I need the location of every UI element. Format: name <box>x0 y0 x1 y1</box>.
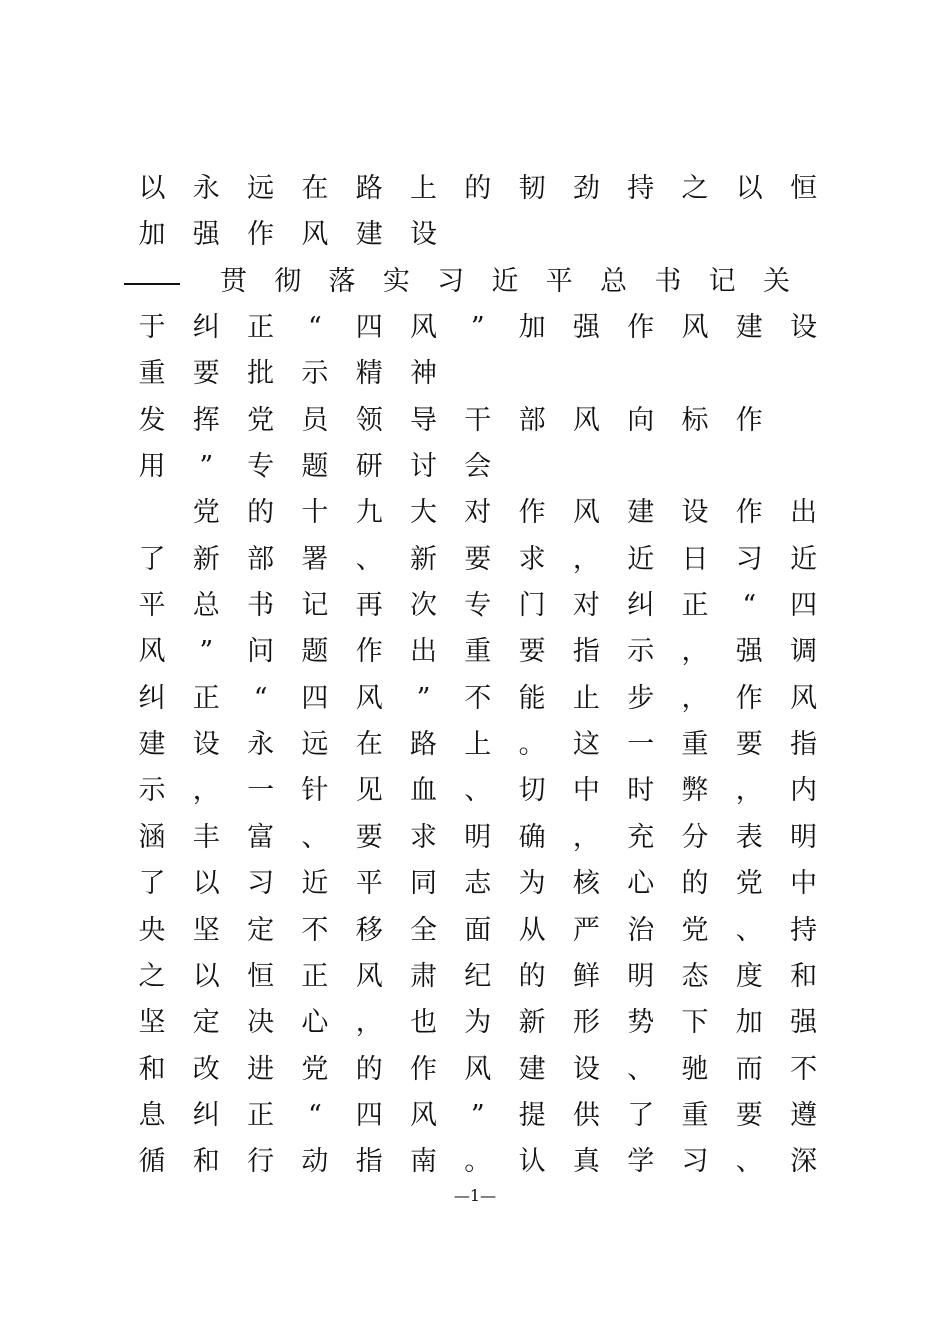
text-character: 问 <box>247 636 275 668</box>
text-character: 正 <box>192 682 220 714</box>
text-character: 风 <box>355 682 383 714</box>
text-character: 专 <box>464 590 492 622</box>
text-character: 会 <box>464 451 492 483</box>
text-character: 新 <box>192 543 220 575</box>
text-character: 分 <box>681 821 709 853</box>
text-character: 研 <box>355 451 383 483</box>
page-number: —1— <box>453 1186 497 1205</box>
text-character: 总 <box>600 265 628 297</box>
text-character: 求 <box>410 821 437 853</box>
text-character: “ <box>253 682 268 714</box>
text-character: 次 <box>410 590 437 622</box>
text-character: 讨 <box>410 451 437 483</box>
text-character: ， <box>681 682 709 714</box>
body-line <box>0 864 950 910</box>
text-character: 不 <box>464 682 492 714</box>
text-character: 纠 <box>192 1099 220 1131</box>
text-character: 落 <box>328 265 356 297</box>
text-character: 设 <box>681 497 709 529</box>
text-character: 肃 <box>410 960 437 992</box>
text-character: 正 <box>247 1099 275 1131</box>
text-character: 要 <box>355 821 383 853</box>
text-character: 表 <box>735 821 763 853</box>
text-character: 纪 <box>464 960 492 992</box>
text-character: 四 <box>355 312 383 344</box>
text-character: 、 <box>735 914 763 946</box>
text-character: 坚 <box>138 1007 166 1039</box>
text-character: 面 <box>464 914 492 946</box>
text-character: 。 <box>518 729 546 761</box>
text-character: 实 <box>382 265 410 297</box>
text-character: 和 <box>790 960 818 992</box>
text-character: ” <box>470 312 485 344</box>
text-character: 正 <box>301 960 329 992</box>
text-character: 在 <box>301 173 329 204</box>
text-character: ， <box>192 775 220 807</box>
text-character: 决 <box>247 1007 275 1039</box>
text-character: 示 <box>138 775 166 807</box>
meeting-title-line <box>0 401 950 447</box>
subtitle-line <box>0 308 950 354</box>
text-character: 坚 <box>192 914 220 946</box>
text-character: 门 <box>518 590 546 622</box>
text-character: 以 <box>138 173 166 204</box>
text-character: 治 <box>627 914 655 946</box>
text-character: 要 <box>192 358 220 390</box>
text-character: 建 <box>735 312 763 344</box>
body-line <box>0 679 950 725</box>
text-character: 之 <box>681 173 709 204</box>
text-character: 的 <box>247 497 275 529</box>
text-character: 对 <box>572 590 600 622</box>
text-character: 志 <box>464 868 492 900</box>
text-character: “ <box>307 1099 322 1131</box>
text-character: 习 <box>437 265 465 297</box>
text-character: 以 <box>192 868 220 900</box>
text-character: 之 <box>138 960 166 992</box>
body-line <box>0 1142 950 1188</box>
text-character: 鲜 <box>572 960 600 992</box>
text-character: 。 <box>464 1146 492 1178</box>
text-character: 要 <box>464 543 492 575</box>
text-character: 四 <box>355 1099 383 1131</box>
text-character: 作 <box>735 497 763 529</box>
text-character: 纠 <box>627 590 655 622</box>
title-line <box>0 169 950 215</box>
text-character: 心 <box>301 1007 329 1039</box>
text-character: 为 <box>464 1007 492 1039</box>
text-character: 下 <box>681 1007 709 1039</box>
text-character: ” <box>199 636 214 668</box>
text-character: 同 <box>410 868 437 900</box>
text-character: 党 <box>735 868 763 900</box>
text-character: 习 <box>735 543 763 575</box>
text-character: 出 <box>790 497 818 529</box>
subtitle-line <box>0 262 950 308</box>
text-character: 针 <box>301 775 329 807</box>
text-character: 、 <box>301 821 329 853</box>
text-character: 九 <box>355 497 383 529</box>
text-character: 遵 <box>790 1099 818 1131</box>
text-character: 风 <box>464 1053 492 1085</box>
text-character: 要 <box>735 729 763 761</box>
text-character: 时 <box>627 775 655 807</box>
text-character: 作 <box>627 312 655 344</box>
text-character: 用 <box>138 451 166 483</box>
text-character: 涵 <box>138 821 166 853</box>
text-character: 了 <box>627 1099 655 1131</box>
text-character: 态 <box>681 960 709 992</box>
text-character: 求 <box>518 543 546 575</box>
text-character: 了 <box>138 543 166 575</box>
text-character: 神 <box>410 358 437 390</box>
subtitle-dash <box>124 283 180 285</box>
text-character: 弊 <box>681 775 709 807</box>
text-character: 发 <box>138 404 166 436</box>
text-character: 建 <box>627 497 655 529</box>
text-character: 平 <box>138 590 166 622</box>
text-character: 以 <box>192 960 220 992</box>
text-character: 风 <box>790 682 818 714</box>
text-character: 富 <box>247 821 275 853</box>
text-character: 示 <box>627 636 655 668</box>
text-character: 移 <box>355 914 383 946</box>
text-character: 明 <box>627 960 655 992</box>
text-character: 记 <box>708 265 736 297</box>
text-character: 正 <box>681 590 709 622</box>
text-character: 标 <box>681 404 709 436</box>
text-character: 提 <box>518 1099 546 1131</box>
text-character: 为 <box>518 868 546 900</box>
text-character: 作 <box>247 219 275 251</box>
subtitle-line <box>0 354 950 400</box>
text-character: ， <box>355 1007 383 1039</box>
text-character: 持 <box>627 173 655 204</box>
text-character: 四 <box>790 590 818 622</box>
text-character: 重 <box>464 636 492 668</box>
text-character: 明 <box>790 821 818 853</box>
body-line <box>0 771 950 817</box>
text-character: 加 <box>138 219 166 251</box>
text-character: 重 <box>138 358 166 390</box>
text-character: 于 <box>138 312 166 344</box>
text-character: 上 <box>410 173 437 204</box>
text-character: 切 <box>518 775 546 807</box>
text-character: 作 <box>735 404 763 436</box>
text-character: 调 <box>790 636 818 668</box>
text-character: 强 <box>790 1007 818 1039</box>
text-character: 近 <box>627 543 655 575</box>
text-character: 驰 <box>681 1053 709 1085</box>
text-character: 强 <box>735 636 763 668</box>
text-character: 重 <box>681 729 709 761</box>
text-character: 平 <box>545 265 573 297</box>
text-character: 党 <box>247 404 275 436</box>
text-character: 建 <box>138 729 166 761</box>
text-character: 和 <box>192 1146 220 1178</box>
text-character: 深 <box>790 1146 818 1178</box>
text-character: 书 <box>247 590 275 622</box>
body-line <box>0 493 950 539</box>
title-line <box>0 215 950 261</box>
text-character: 记 <box>301 590 329 622</box>
text-character: 势 <box>627 1007 655 1039</box>
text-character: 大 <box>410 497 437 529</box>
text-character: 习 <box>247 868 275 900</box>
text-character: 示 <box>301 358 329 390</box>
text-character: 作 <box>355 636 383 668</box>
text-character: 强 <box>192 219 220 251</box>
text-character: 持 <box>790 914 818 946</box>
text-character: 不 <box>790 1053 818 1085</box>
text-character: 再 <box>355 590 383 622</box>
text-character: 中 <box>572 775 600 807</box>
text-character: 题 <box>301 451 329 483</box>
text-character: 彻 <box>274 265 302 297</box>
text-character: 息 <box>138 1099 166 1131</box>
text-character: 领 <box>355 404 383 436</box>
text-character: 恒 <box>247 960 275 992</box>
text-character: “ <box>307 312 322 344</box>
text-character: 挥 <box>192 404 220 436</box>
text-character: 专 <box>247 451 275 483</box>
text-character: 丰 <box>192 821 220 853</box>
text-character: 党 <box>301 1053 329 1085</box>
text-character: 在 <box>355 729 383 761</box>
text-character: 、 <box>464 775 492 807</box>
body-line <box>0 911 950 957</box>
text-character: 指 <box>572 636 600 668</box>
text-character: 步 <box>627 682 655 714</box>
text-character: 加 <box>735 1007 763 1039</box>
text-character: 核 <box>572 868 600 900</box>
text-character: 十 <box>301 497 329 529</box>
text-character: 从 <box>518 914 546 946</box>
text-character: “ <box>742 590 757 622</box>
text-character: 习 <box>681 1146 709 1178</box>
text-character: 风 <box>572 497 600 529</box>
text-character: 风 <box>410 1099 437 1131</box>
text-character: 止 <box>572 682 600 714</box>
text-character: 央 <box>138 914 166 946</box>
text-character: 风 <box>681 312 709 344</box>
text-character: 员 <box>301 404 329 436</box>
text-character: 度 <box>735 960 763 992</box>
text-character: 全 <box>410 914 437 946</box>
text-character: 题 <box>301 636 329 668</box>
text-character: 和 <box>138 1053 166 1085</box>
text-character: 远 <box>301 729 329 761</box>
text-character: ， <box>572 543 600 575</box>
text-character: 路 <box>410 729 437 761</box>
text-character: 的 <box>518 960 546 992</box>
body-line <box>0 818 950 864</box>
text-character: 真 <box>572 1146 600 1178</box>
text-character: ， <box>735 775 763 807</box>
text-character: 内 <box>790 775 818 807</box>
body-line <box>0 725 950 771</box>
text-character: 而 <box>735 1053 763 1085</box>
text-character: 正 <box>247 312 275 344</box>
text-character: 建 <box>355 219 383 251</box>
body-line <box>0 957 950 1003</box>
text-character: 充 <box>627 821 655 853</box>
text-character: 恒 <box>790 173 818 204</box>
text-character: 风 <box>410 312 437 344</box>
text-character: 日 <box>681 543 709 575</box>
text-character: 一 <box>627 729 655 761</box>
text-character: 指 <box>790 729 818 761</box>
text-character: 关 <box>762 265 790 297</box>
text-character: 不 <box>301 914 329 946</box>
text-character: 设 <box>572 1053 600 1085</box>
text-character: 精 <box>355 358 383 390</box>
text-character: 见 <box>355 775 383 807</box>
text-character: 设 <box>410 219 437 251</box>
text-character: 干 <box>464 404 492 436</box>
text-character: 韧 <box>518 173 546 204</box>
text-character: 、 <box>627 1053 655 1085</box>
document-text <box>0 169 950 1189</box>
body-line <box>0 1003 950 1049</box>
text-character: 要 <box>735 1099 763 1131</box>
text-character: 循 <box>138 1146 166 1178</box>
text-character: 风 <box>301 219 329 251</box>
text-character: 重 <box>681 1099 709 1131</box>
text-character: 部 <box>518 404 546 436</box>
text-character: 总 <box>192 590 220 622</box>
text-character: 以 <box>735 173 763 204</box>
text-character: 劲 <box>572 173 600 204</box>
text-character: 设 <box>192 729 220 761</box>
text-character: 平 <box>355 868 383 900</box>
text-character: 近 <box>301 868 329 900</box>
text-character: ” <box>199 451 214 483</box>
text-character: 动 <box>301 1146 329 1178</box>
text-character: 党 <box>192 497 220 529</box>
text-character: 近 <box>790 543 818 575</box>
text-character: 出 <box>410 636 437 668</box>
text-character: ” <box>470 1099 485 1131</box>
text-character: 强 <box>572 312 600 344</box>
text-character: 四 <box>301 682 329 714</box>
text-character: 定 <box>192 1007 220 1039</box>
text-character: 进 <box>247 1053 275 1085</box>
text-character: 南 <box>410 1146 437 1178</box>
text-character: ” <box>416 682 431 714</box>
text-character: 形 <box>572 1007 600 1039</box>
text-character: ， <box>681 636 709 668</box>
text-character: 建 <box>518 1053 546 1085</box>
text-character: 路 <box>355 173 383 204</box>
text-character: 的 <box>355 1053 383 1085</box>
text-character: 风 <box>138 636 166 668</box>
text-character: 纠 <box>192 312 220 344</box>
text-character: 要 <box>518 636 546 668</box>
text-character: 新 <box>410 543 437 575</box>
text-character: 书 <box>654 265 682 297</box>
text-character: 上 <box>464 729 492 761</box>
text-character: 心 <box>627 868 655 900</box>
text-character: 认 <box>518 1146 546 1178</box>
text-character: 近 <box>491 265 519 297</box>
text-character: 作 <box>410 1053 437 1085</box>
text-character: 向 <box>627 404 655 436</box>
text-character: 风 <box>355 960 383 992</box>
text-character: 血 <box>410 775 437 807</box>
text-character: 也 <box>410 1007 437 1039</box>
text-character: 对 <box>464 497 492 529</box>
text-character: 加 <box>518 312 546 344</box>
text-character: 供 <box>572 1099 600 1131</box>
text-character: 确 <box>518 821 546 853</box>
text-character: 的 <box>464 173 492 204</box>
text-character: 作 <box>518 497 546 529</box>
text-character: 指 <box>355 1146 383 1178</box>
body-line <box>0 1096 950 1142</box>
text-character: ， <box>572 821 600 853</box>
text-character: 严 <box>572 914 600 946</box>
text-character: 学 <box>627 1146 655 1178</box>
text-character: 行 <box>247 1146 275 1178</box>
text-character: 的 <box>681 868 709 900</box>
text-character: 、 <box>355 543 383 575</box>
text-character: 一 <box>247 775 275 807</box>
text-character: 远 <box>247 173 275 204</box>
text-character: 导 <box>410 404 437 436</box>
text-character: 贯 <box>219 265 247 297</box>
text-character: 设 <box>790 312 818 344</box>
text-character: 明 <box>464 821 492 853</box>
body-line <box>0 586 950 632</box>
text-character: 风 <box>572 404 600 436</box>
body-line <box>0 632 950 678</box>
text-character: 这 <box>572 729 600 761</box>
body-line <box>0 540 950 586</box>
text-character: 改 <box>192 1053 220 1085</box>
text-character: 中 <box>790 868 818 900</box>
text-character: 定 <box>247 914 275 946</box>
body-line <box>0 1050 950 1096</box>
text-character: 批 <box>247 358 275 390</box>
text-character: 署 <box>301 543 329 575</box>
text-character: 永 <box>247 729 275 761</box>
text-character: 作 <box>735 682 763 714</box>
text-character: 了 <box>138 868 166 900</box>
text-character: 新 <box>518 1007 546 1039</box>
text-character: 永 <box>192 173 220 204</box>
meeting-title-line <box>0 447 950 493</box>
text-character: 、 <box>735 1146 763 1178</box>
text-character: 部 <box>247 543 275 575</box>
text-character: 能 <box>518 682 546 714</box>
text-character: 纠 <box>138 682 166 714</box>
text-character: 党 <box>681 914 709 946</box>
